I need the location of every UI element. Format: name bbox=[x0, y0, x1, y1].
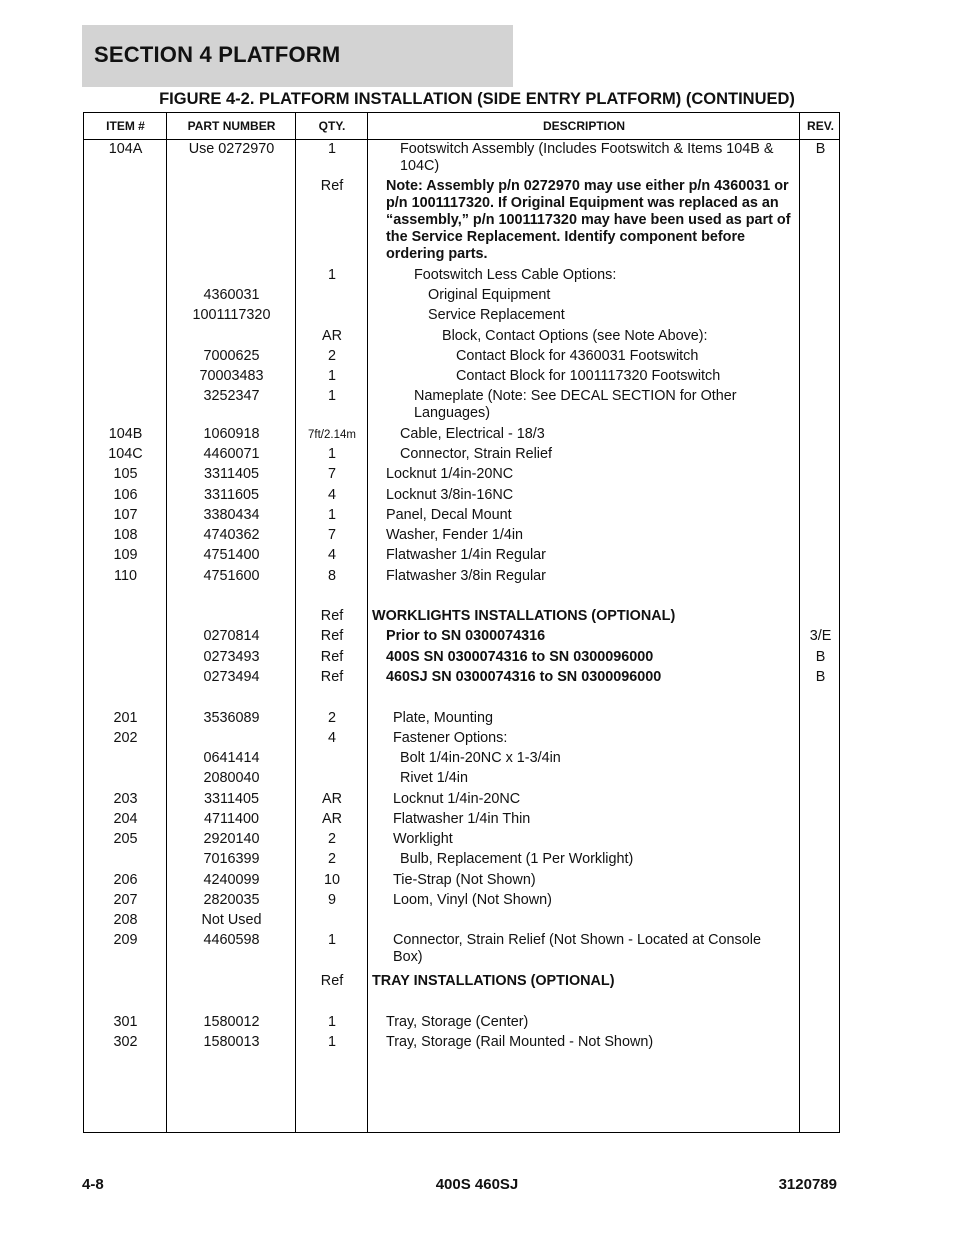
part-number: 4240099 bbox=[203, 872, 260, 888]
description: Footswitch Assembly (Includes Footswitch & Items 104B & 104C) bbox=[400, 141, 774, 174]
item-number: 208 bbox=[113, 912, 138, 928]
description: Fastener Options: bbox=[393, 730, 508, 746]
quantity: AR bbox=[322, 791, 342, 807]
part-number: 3536089 bbox=[203, 710, 260, 726]
description: Prior to SN 0300074316 bbox=[386, 628, 546, 644]
description: WORKLIGHTS INSTALLATIONS (OPTIONAL) bbox=[372, 608, 676, 624]
part-number: 1001117320 bbox=[192, 307, 271, 323]
quantity: Ref bbox=[320, 178, 344, 194]
column-divider bbox=[166, 113, 167, 1132]
quantity: AR bbox=[322, 328, 342, 344]
description: Footswitch Less Cable Options: bbox=[414, 267, 617, 283]
part-number: 3311405 bbox=[204, 791, 259, 807]
revision: 3/E bbox=[809, 628, 832, 644]
description: Contact Block for 1001117320 Footswitch bbox=[456, 368, 721, 384]
parts-table bbox=[83, 112, 840, 1133]
description: Nameplate (Note: See DECAL SECTION for Other Languages) bbox=[414, 388, 737, 421]
part-number: 7000625 bbox=[203, 348, 260, 364]
description: Tray, Storage (Rail Mounted - Not Shown) bbox=[386, 1034, 654, 1050]
description: Worklight bbox=[393, 831, 453, 847]
quantity: Ref bbox=[320, 649, 344, 665]
description: Flatwasher 1/4in Regular bbox=[386, 547, 546, 563]
item-number: 204 bbox=[113, 811, 138, 827]
description: Tie-Strap (Not Shown) bbox=[393, 872, 536, 888]
quantity: 2 bbox=[327, 851, 336, 867]
part-number: 7016399 bbox=[203, 851, 260, 867]
item-number: 302 bbox=[113, 1034, 138, 1050]
quantity: 1 bbox=[327, 267, 336, 283]
section-header bbox=[82, 25, 513, 87]
quantity: 2 bbox=[327, 831, 336, 847]
item-number: 110 bbox=[114, 568, 137, 584]
item-number: 207 bbox=[113, 892, 138, 908]
item-number: 109 bbox=[113, 547, 138, 563]
description: Locknut 1/4in-20NC bbox=[393, 791, 521, 807]
description: Bolt 1/4in-20NC x 1-3/4in bbox=[400, 750, 561, 766]
item-number: 104A bbox=[108, 141, 143, 157]
header-item: ITEM # bbox=[106, 119, 145, 133]
item-number: 205 bbox=[113, 831, 138, 847]
description: 400S SN 0300074316 to SN 0300096000 bbox=[386, 649, 654, 665]
header-part-number: PART NUMBER bbox=[187, 119, 276, 133]
header-description: DESCRIPTION bbox=[542, 119, 625, 133]
part-number: 0273493 bbox=[203, 649, 260, 665]
part-number: 4711400 bbox=[204, 811, 259, 827]
quantity: Ref bbox=[320, 608, 344, 624]
part-number: 1060918 bbox=[203, 426, 260, 442]
description: Service Replacement bbox=[428, 307, 565, 323]
quantity: 8 bbox=[327, 568, 336, 584]
quantity: 7 bbox=[327, 527, 336, 543]
quantity: AR bbox=[322, 811, 342, 827]
quantity: Ref bbox=[320, 973, 344, 989]
part-number: 1580012 bbox=[203, 1014, 260, 1030]
description: Locknut 1/4in-20NC bbox=[386, 466, 514, 482]
quantity: 4 bbox=[327, 547, 336, 563]
part-number: 0273494 bbox=[203, 669, 260, 685]
part-number: 4751400 bbox=[203, 547, 260, 563]
description: Flatwasher 3/8in Regular bbox=[386, 568, 546, 584]
description: Connector, Strain Relief (Not Shown - Located at Console Box) bbox=[393, 932, 761, 965]
part-number: 3311405 bbox=[204, 466, 259, 482]
description: Original Equipment bbox=[428, 287, 551, 303]
description: Rivet 1/4in bbox=[400, 770, 468, 786]
item-number: 108 bbox=[113, 527, 138, 543]
footer-model: 400S 460SJ bbox=[435, 1176, 519, 1193]
header-rev: REV. bbox=[807, 119, 834, 133]
quantity: 2 bbox=[327, 710, 336, 726]
description: TRAY INSTALLATIONS (OPTIONAL) bbox=[372, 973, 615, 989]
quantity: 1 bbox=[327, 507, 336, 523]
item-number: 104C bbox=[108, 446, 143, 462]
quantity: 10 bbox=[323, 872, 340, 888]
section-title: SECTION 4 PLATFORM bbox=[94, 42, 341, 67]
item-number: 301 bbox=[113, 1014, 138, 1030]
description: Washer, Fender 1/4in bbox=[386, 527, 524, 543]
item-number: 209 bbox=[113, 932, 138, 948]
part-number: 70003483 bbox=[199, 368, 264, 384]
quantity: 7 bbox=[327, 466, 336, 482]
description: Panel, Decal Mount bbox=[386, 507, 512, 523]
quantity: 4 bbox=[327, 487, 336, 503]
description: Note: Assembly p/n 0272970 may use either p/n 4360031 or p/n 1001117320. If Original Equipment was replaced as an “assembly,” p/n 1001117320 may have been used as part of the Service Replacement. Identify component before ordering parts. bbox=[386, 178, 791, 262]
description: Cable, Electrical - 18/3 bbox=[400, 426, 545, 442]
header-divider bbox=[84, 139, 839, 140]
revision: B bbox=[815, 649, 826, 665]
quantity: 7ft/2.14m bbox=[308, 429, 356, 441]
description: Tray, Storage (Center) bbox=[386, 1014, 529, 1030]
item-number: 106 bbox=[113, 487, 138, 503]
quantity: 1 bbox=[327, 388, 336, 404]
item-number: 201 bbox=[113, 710, 138, 726]
part-number: 1580013 bbox=[203, 1034, 260, 1050]
revision: B bbox=[815, 141, 826, 157]
quantity: 2 bbox=[327, 348, 336, 364]
description: Block, Contact Options (see Note Above): bbox=[442, 328, 708, 344]
quantity: 1 bbox=[327, 1034, 336, 1050]
figure-title: FIGURE 4-2. PLATFORM INSTALLATION (SIDE ENTRY PLATFORM) (CONTINUED) bbox=[159, 90, 795, 108]
part-number: 2820035 bbox=[203, 892, 260, 908]
part-number: 4360031 bbox=[203, 287, 260, 303]
quantity: 1 bbox=[327, 1014, 336, 1030]
description: Plate, Mounting bbox=[393, 710, 493, 726]
item-number: 203 bbox=[113, 791, 138, 807]
quantity: 1 bbox=[327, 141, 336, 157]
quantity: 1 bbox=[327, 932, 336, 948]
item-number: 107 bbox=[113, 507, 138, 523]
item-number: 105 bbox=[113, 466, 138, 482]
part-number: 4740362 bbox=[203, 527, 260, 543]
footer-doc-number: 3120789 bbox=[778, 1176, 837, 1193]
part-number: Use 0272970 bbox=[188, 141, 275, 157]
quantity: 1 bbox=[327, 368, 336, 384]
description: Contact Block for 4360031 Footswitch bbox=[456, 348, 699, 364]
header-qty: QTY. bbox=[318, 119, 346, 133]
quantity: Ref bbox=[320, 628, 344, 644]
item-number: 206 bbox=[113, 872, 138, 888]
part-number: 4751600 bbox=[203, 568, 260, 584]
revision: B bbox=[815, 669, 826, 685]
quantity: 1 bbox=[327, 446, 336, 462]
part-number: 3252347 bbox=[203, 388, 260, 404]
part-number: 3311605 bbox=[204, 487, 259, 503]
part-number: 4460598 bbox=[203, 932, 260, 948]
description: 460SJ SN 0300074316 to SN 0300096000 bbox=[386, 669, 662, 685]
part-number: 0641414 bbox=[203, 750, 260, 766]
item-number: 104B bbox=[108, 426, 143, 442]
item-number: 202 bbox=[113, 730, 138, 746]
column-divider bbox=[799, 113, 800, 1132]
part-number: Not Used bbox=[201, 912, 262, 928]
part-number: 4460071 bbox=[203, 446, 260, 462]
description: Locknut 3/8in-16NC bbox=[386, 487, 514, 503]
quantity: 4 bbox=[327, 730, 336, 746]
description: Flatwasher 1/4in Thin bbox=[393, 811, 531, 827]
quantity: Ref bbox=[320, 669, 344, 685]
part-number: 2080040 bbox=[203, 770, 260, 786]
description: Connector, Strain Relief bbox=[400, 446, 552, 462]
part-number: 3380434 bbox=[203, 507, 260, 523]
quantity: 9 bbox=[327, 892, 336, 908]
part-number: 2920140 bbox=[203, 831, 260, 847]
footer-page-number: 4-8 bbox=[82, 1176, 104, 1193]
description: Bulb, Replacement (1 Per Worklight) bbox=[400, 851, 634, 867]
description: Loom, Vinyl (Not Shown) bbox=[393, 892, 552, 908]
part-number: 0270814 bbox=[203, 628, 260, 644]
